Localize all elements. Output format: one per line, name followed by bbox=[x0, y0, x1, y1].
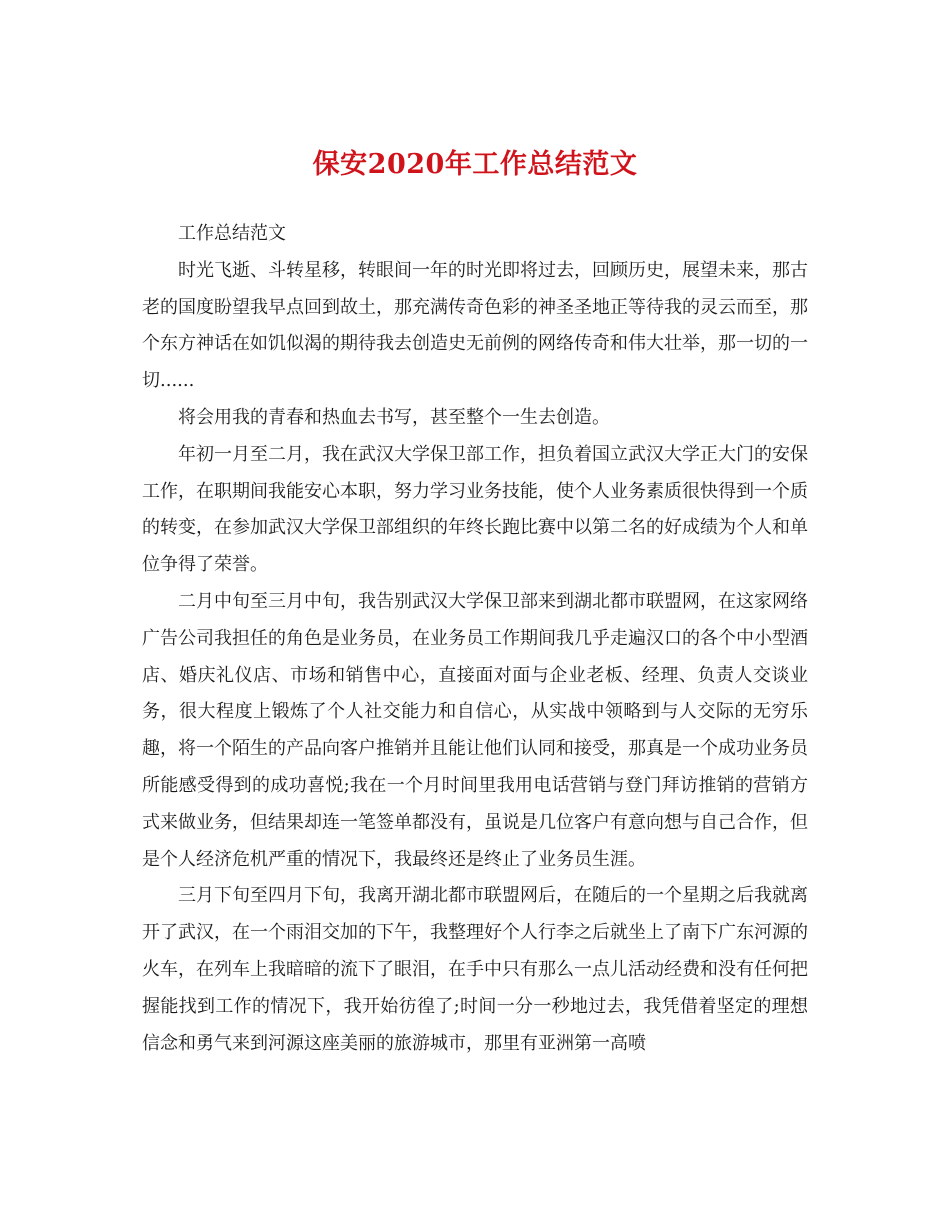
paragraph-1: 工作总结范文 bbox=[178, 223, 286, 244]
document-body bbox=[142, 216, 808, 1062]
paragraph-6: 三月下旬至四月下旬，我离开湖北都市联盟网后，在随后的一个星期之后我就离开了武汉，在一个雨泪交加的下午，我整理好个人行李之后就坐上了南下广东河源的火车，在列车上我暗暗的流下了眼泪，在手中只有那么一点儿活动经费和没有任何把握能找到工作的情况下，我开始彷徨了;时间一分一秒地过去，我凭借着坚定的理想信念和勇气来到河源这座美丽的旅游城市，那里有亚洲第一高喷 bbox=[142, 885, 808, 1054]
paragraph-4: 年初一月至二月，我在武汉大学保卫部工作，担负着国立武汉大学正大门的安保工作，在职期间我能安心本职，努力学习业务技能，使个人业务素质很快得到一个质的转变，在参加武汉大学保卫部组织的年终长跑比赛中以第二名的好成绩为个人和单位争得了荣誉。 bbox=[142, 443, 808, 576]
paragraph-5: 二月中旬至三月中旬，我告别武汉大学保卫部来到湖北都市联盟网，在这家网络广告公司我担任的角色是业务员，在业务员工作期间我几乎走遍汉口的各个中小型酒店、婚庆礼仪店、市场和销售中心，直接面对面与企业老板、经理、负责人交谈业务，很大程度上锻炼了个人社交能力和自信心，从实战中领略到与人交际的无穷乐趣，将一个陌生的产品向客户推销并且能让他们认同和接受，那真是一个成功业务员所能感受得到的成功喜悦;我在一个月时间里我用电话营销与登门拜访推销的营销方式来做业务，但结果却连一笔签单都没有，虽说是几位客户有意向想与自己合作，但是个人经济危机严重的情况下，我最终还是终止了业务员生涯。 bbox=[142, 590, 808, 870]
document-title: 保安2020年工作总结范文 bbox=[312, 149, 638, 180]
paragraph-3: 将会用我的青春和热血去书写，甚至整个一生去创造。 bbox=[178, 406, 610, 428]
paragraph-2: 时光飞逝、斗转星移，转眼间一年的时光即将过去，回顾历史，展望未来，那古老的国度盼望我早点回到故土，那充满传奇色彩的神圣圣地正等待我的灵云而至，那个东方神话在如饥似渴的期待我去创造史无前例的网络传奇和伟大壮举，那一切的一切...... bbox=[142, 259, 808, 392]
